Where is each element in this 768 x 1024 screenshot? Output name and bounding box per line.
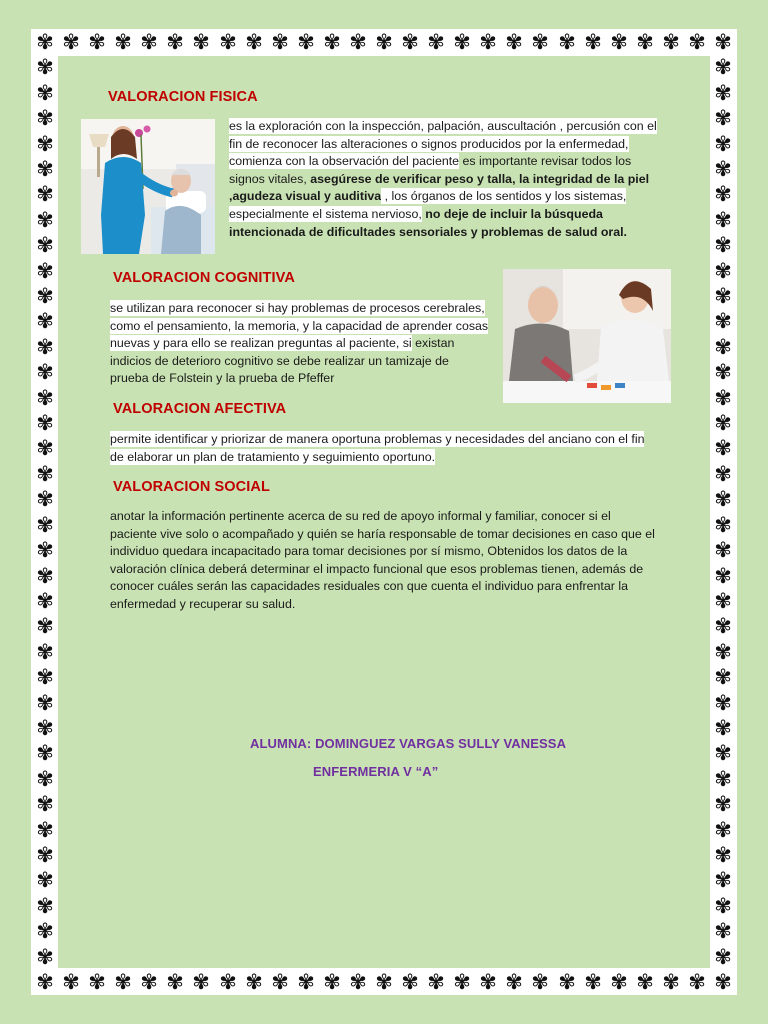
- asterisk-flower-icon: ✾: [714, 182, 732, 206]
- asterisk-flower-icon: ✾: [36, 513, 54, 537]
- asterisk-flower-icon: ✾: [714, 741, 732, 765]
- text-segment: es importante revisar todos los signos vitales,: [229, 154, 632, 186]
- asterisk-flower-icon: ✾: [610, 970, 628, 994]
- asterisk-flower-icon: ✾: [714, 614, 732, 638]
- asterisk-flower-icon: ✾: [714, 919, 732, 943]
- asterisk-flower-icon: ✾: [192, 30, 210, 54]
- asterisk-flower-icon: ✾: [36, 919, 54, 943]
- asterisk-flower-icon: ✾: [36, 538, 54, 562]
- asterisk-flower-icon: ✾: [166, 30, 184, 54]
- asterisk-flower-icon: ✾: [140, 30, 158, 54]
- asterisk-flower-icon: ✾: [36, 640, 54, 664]
- asterisk-flower-icon: ✾: [714, 792, 732, 816]
- asterisk-flower-icon: ✾: [558, 30, 576, 54]
- asterisk-flower-icon: ✾: [453, 30, 471, 54]
- asterisk-flower-icon: ✾: [297, 30, 315, 54]
- asterisk-flower-icon: ✾: [36, 106, 54, 130]
- asterisk-flower-icon: ✾: [531, 30, 549, 54]
- asterisk-flower-icon: ✾: [375, 30, 393, 54]
- asterisk-flower-icon: ✾: [219, 30, 237, 54]
- asterisk-flower-icon: ✾: [662, 30, 680, 54]
- asterisk-flower-icon: ✾: [714, 106, 732, 130]
- section-title-valoracion-afectiva: VALORACION AFECTIVA: [113, 401, 287, 417]
- asterisk-flower-icon: ✾: [584, 970, 602, 994]
- asterisk-flower-icon: ✾: [714, 538, 732, 562]
- asterisk-flower-icon: ✾: [714, 716, 732, 740]
- text-segment: existan indicios de deterioro cognitivo se debe realizar un tamizaje de prueba de Folstein y la prueba de Pfeffer: [110, 336, 455, 386]
- asterisk-flower-icon: ✾: [36, 157, 54, 181]
- asterisk-flower-icon: ✾: [36, 55, 54, 79]
- asterisk-flower-icon: ✾: [714, 513, 732, 537]
- asterisk-flower-icon: ✾: [714, 132, 732, 156]
- asterisk-flower-icon: ✾: [36, 182, 54, 206]
- asterisk-flower-icon: ✾: [271, 30, 289, 54]
- asterisk-flower-icon: ✾: [62, 970, 80, 994]
- course-group: ENFERMERIA V “A”: [313, 764, 439, 779]
- asterisk-flower-icon: ✾: [401, 970, 419, 994]
- asterisk-flower-icon: ✾: [36, 691, 54, 715]
- asterisk-flower-icon: ✾: [558, 970, 576, 994]
- asterisk-flower-icon: ✾: [714, 691, 732, 715]
- asterisk-flower-icon: ✾: [401, 30, 419, 54]
- asterisk-flower-icon: ✾: [714, 81, 732, 105]
- asterisk-flower-icon: ✾: [36, 970, 54, 994]
- text-segment: se utilizan para reconocer si hay problemas de procesos cerebrales, como el pensamiento, la memoria, y la capacidad de aprender cosas nuevas y para ello se realizan preguntas al paciente, si: [110, 301, 489, 351]
- asterisk-flower-icon: ✾: [453, 970, 471, 994]
- asterisk-flower-icon: ✾: [714, 818, 732, 842]
- asterisk-flower-icon: ✾: [714, 970, 732, 994]
- asterisk-flower-icon: ✾: [36, 945, 54, 969]
- student-name: ALUMNA: DOMINGUEZ VARGAS SULLY VANESSA: [250, 736, 567, 751]
- asterisk-flower-icon: ✾: [323, 30, 341, 54]
- asterisk-flower-icon: ✾: [714, 487, 732, 511]
- asterisk-flower-icon: ✾: [36, 132, 54, 156]
- asterisk-flower-icon: ✾: [323, 970, 341, 994]
- asterisk-flower-icon: ✾: [714, 309, 732, 333]
- asterisk-flower-icon: ✾: [505, 30, 523, 54]
- asterisk-flower-icon: ✾: [88, 970, 106, 994]
- asterisk-flower-icon: ✾: [584, 30, 602, 54]
- section-title-valoracion-social: VALORACION SOCIAL: [113, 479, 270, 495]
- asterisk-flower-icon: ✾: [636, 30, 654, 54]
- asterisk-flower-icon: ✾: [688, 30, 706, 54]
- asterisk-flower-icon: ✾: [36, 767, 54, 791]
- asterisk-flower-icon: ✾: [114, 30, 132, 54]
- asterisk-flower-icon: ✾: [36, 284, 54, 308]
- asterisk-flower-icon: ✾: [714, 589, 732, 613]
- asterisk-flower-icon: ✾: [714, 945, 732, 969]
- asterisk-flower-icon: ✾: [714, 767, 732, 791]
- asterisk-flower-icon: ✾: [714, 386, 732, 410]
- asterisk-flower-icon: ✾: [36, 81, 54, 105]
- section-title-valoracion-fisica: VALORACION FISICA: [108, 89, 258, 105]
- asterisk-flower-icon: ✾: [531, 970, 549, 994]
- asterisk-flower-icon: ✾: [36, 30, 54, 54]
- asterisk-flower-icon: ✾: [714, 233, 732, 257]
- asterisk-flower-icon: ✾: [297, 970, 315, 994]
- asterisk-flower-icon: ✾: [714, 30, 732, 54]
- asterisk-flower-icon: ✾: [36, 818, 54, 842]
- asterisk-flower-icon: ✾: [36, 487, 54, 511]
- asterisk-flower-icon: ✾: [245, 30, 263, 54]
- asterisk-flower-icon: ✾: [636, 970, 654, 994]
- asterisk-flower-icon: ✾: [36, 259, 54, 283]
- asterisk-flower-icon: ✾: [714, 55, 732, 79]
- asterisk-flower-icon: ✾: [375, 970, 393, 994]
- asterisk-flower-icon: ✾: [192, 970, 210, 994]
- asterisk-flower-icon: ✾: [714, 868, 732, 892]
- text-segment: comienza con la observación del paciente: [229, 154, 460, 169]
- asterisk-flower-icon: ✾: [714, 640, 732, 664]
- asterisk-flower-icon: ✾: [36, 360, 54, 384]
- asterisk-flower-icon: ✾: [36, 792, 54, 816]
- asterisk-flower-icon: ✾: [36, 309, 54, 333]
- text-segment: , los órganos de los sentidos y los sistemas, especialmente el sistema nervioso,: [229, 189, 627, 221]
- asterisk-flower-icon: ✾: [36, 665, 54, 689]
- asterisk-flower-icon: ✾: [36, 462, 54, 486]
- asterisk-flower-icon: ✾: [36, 436, 54, 460]
- valoracion-social-text: anotar la información pertinente acerca de su red de apoyo informal y familiar, conocer si el paciente vive solo o acompañado y quién se haría responsable de tomar decisiones en caso que el individuo quedara incapacitado para tomar decisiones por sí mismo, Obtenidos los datos de la valoración clínica deberá determinar el impacto funcional que esos problemas tienen, además de conocer cuáles serán las capacidades residuales con que cuenta el individuo para enfrentar la enfermedad y recuperar su salud.: [110, 509, 655, 611]
- valoracion-cognitiva-text: [110, 300, 490, 388]
- asterisk-flower-icon: ✾: [36, 335, 54, 359]
- asterisk-flower-icon: ✾: [219, 970, 237, 994]
- text-segment: permite identificar y priorizar de manera oportuna problemas y necesidades del anciano con el fin de elaborar un plan de tratamiento y seguimiento oportuno.: [110, 432, 645, 464]
- asterisk-flower-icon: ✾: [114, 970, 132, 994]
- asterisk-flower-icon: ✾: [714, 843, 732, 867]
- asterisk-flower-icon: ✾: [610, 30, 628, 54]
- asterisk-flower-icon: ✾: [36, 614, 54, 638]
- asterisk-flower-icon: ✾: [714, 335, 732, 359]
- asterisk-flower-icon: ✾: [271, 970, 289, 994]
- asterisk-flower-icon: ✾: [36, 564, 54, 588]
- asterisk-flower-icon: ✾: [479, 970, 497, 994]
- asterisk-flower-icon: ✾: [36, 868, 54, 892]
- asterisk-flower-icon: ✾: [479, 30, 497, 54]
- asterisk-flower-icon: ✾: [349, 30, 367, 54]
- asterisk-flower-icon: ✾: [714, 665, 732, 689]
- asterisk-flower-icon: ✾: [36, 411, 54, 435]
- asterisk-flower-icon: ✾: [36, 386, 54, 410]
- asterisk-flower-icon: ✾: [714, 411, 732, 435]
- asterisk-flower-icon: ✾: [505, 970, 523, 994]
- asterisk-flower-icon: ✾: [714, 284, 732, 308]
- asterisk-flower-icon: ✾: [714, 208, 732, 232]
- asterisk-flower-icon: ✾: [427, 30, 445, 54]
- asterisk-flower-icon: ✾: [36, 233, 54, 257]
- asterisk-flower-icon: ✾: [427, 970, 445, 994]
- asterisk-flower-icon: ✾: [662, 970, 680, 994]
- asterisk-flower-icon: ✾: [349, 970, 367, 994]
- asterisk-flower-icon: ✾: [714, 436, 732, 460]
- nurse-with-bedridden-patient-photo: [81, 119, 215, 254]
- asterisk-flower-icon: ✾: [714, 259, 732, 283]
- asterisk-flower-icon: ✾: [36, 716, 54, 740]
- asterisk-flower-icon: ✾: [714, 462, 732, 486]
- asterisk-flower-icon: ✾: [36, 589, 54, 613]
- text-segment: es la exploración con la inspección, palpación, auscultación , percusión con el fin de reconocer las alteraciones o signos producidos por la enfermedad,: [229, 119, 657, 151]
- valoracion-fisica-text: [229, 118, 659, 241]
- asterisk-flower-icon: ✾: [714, 157, 732, 181]
- asterisk-flower-icon: ✾: [714, 894, 732, 918]
- asterisk-flower-icon: ✾: [88, 30, 106, 54]
- asterisk-flower-icon: ✾: [166, 970, 184, 994]
- asterisk-flower-icon: ✾: [36, 208, 54, 232]
- nurse-with-elderly-woman-photo: [503, 269, 671, 403]
- section-title-valoracion-cognitiva: VALORACION COGNITIVA: [113, 270, 295, 286]
- asterisk-flower-icon: ✾: [36, 843, 54, 867]
- valoracion-afectiva-text: [110, 431, 660, 466]
- asterisk-flower-icon: ✾: [688, 970, 706, 994]
- asterisk-flower-icon: ✾: [36, 741, 54, 765]
- text-segment: no deje de incluir la búsqueda intencionada de dificultades sensoriales y problemas de salud oral.: [229, 206, 628, 239]
- asterisk-flower-icon: ✾: [714, 564, 732, 588]
- asterisk-flower-icon: ✾: [714, 360, 732, 384]
- asterisk-flower-icon: ✾: [36, 894, 54, 918]
- asterisk-flower-icon: ✾: [245, 970, 263, 994]
- asterisk-flower-icon: ✾: [62, 30, 80, 54]
- asterisk-flower-icon: ✾: [140, 970, 158, 994]
- text-segment: asegúrese de verificar peso y talla, la integridad de la piel ,agudeza visual y auditiva: [229, 171, 650, 204]
